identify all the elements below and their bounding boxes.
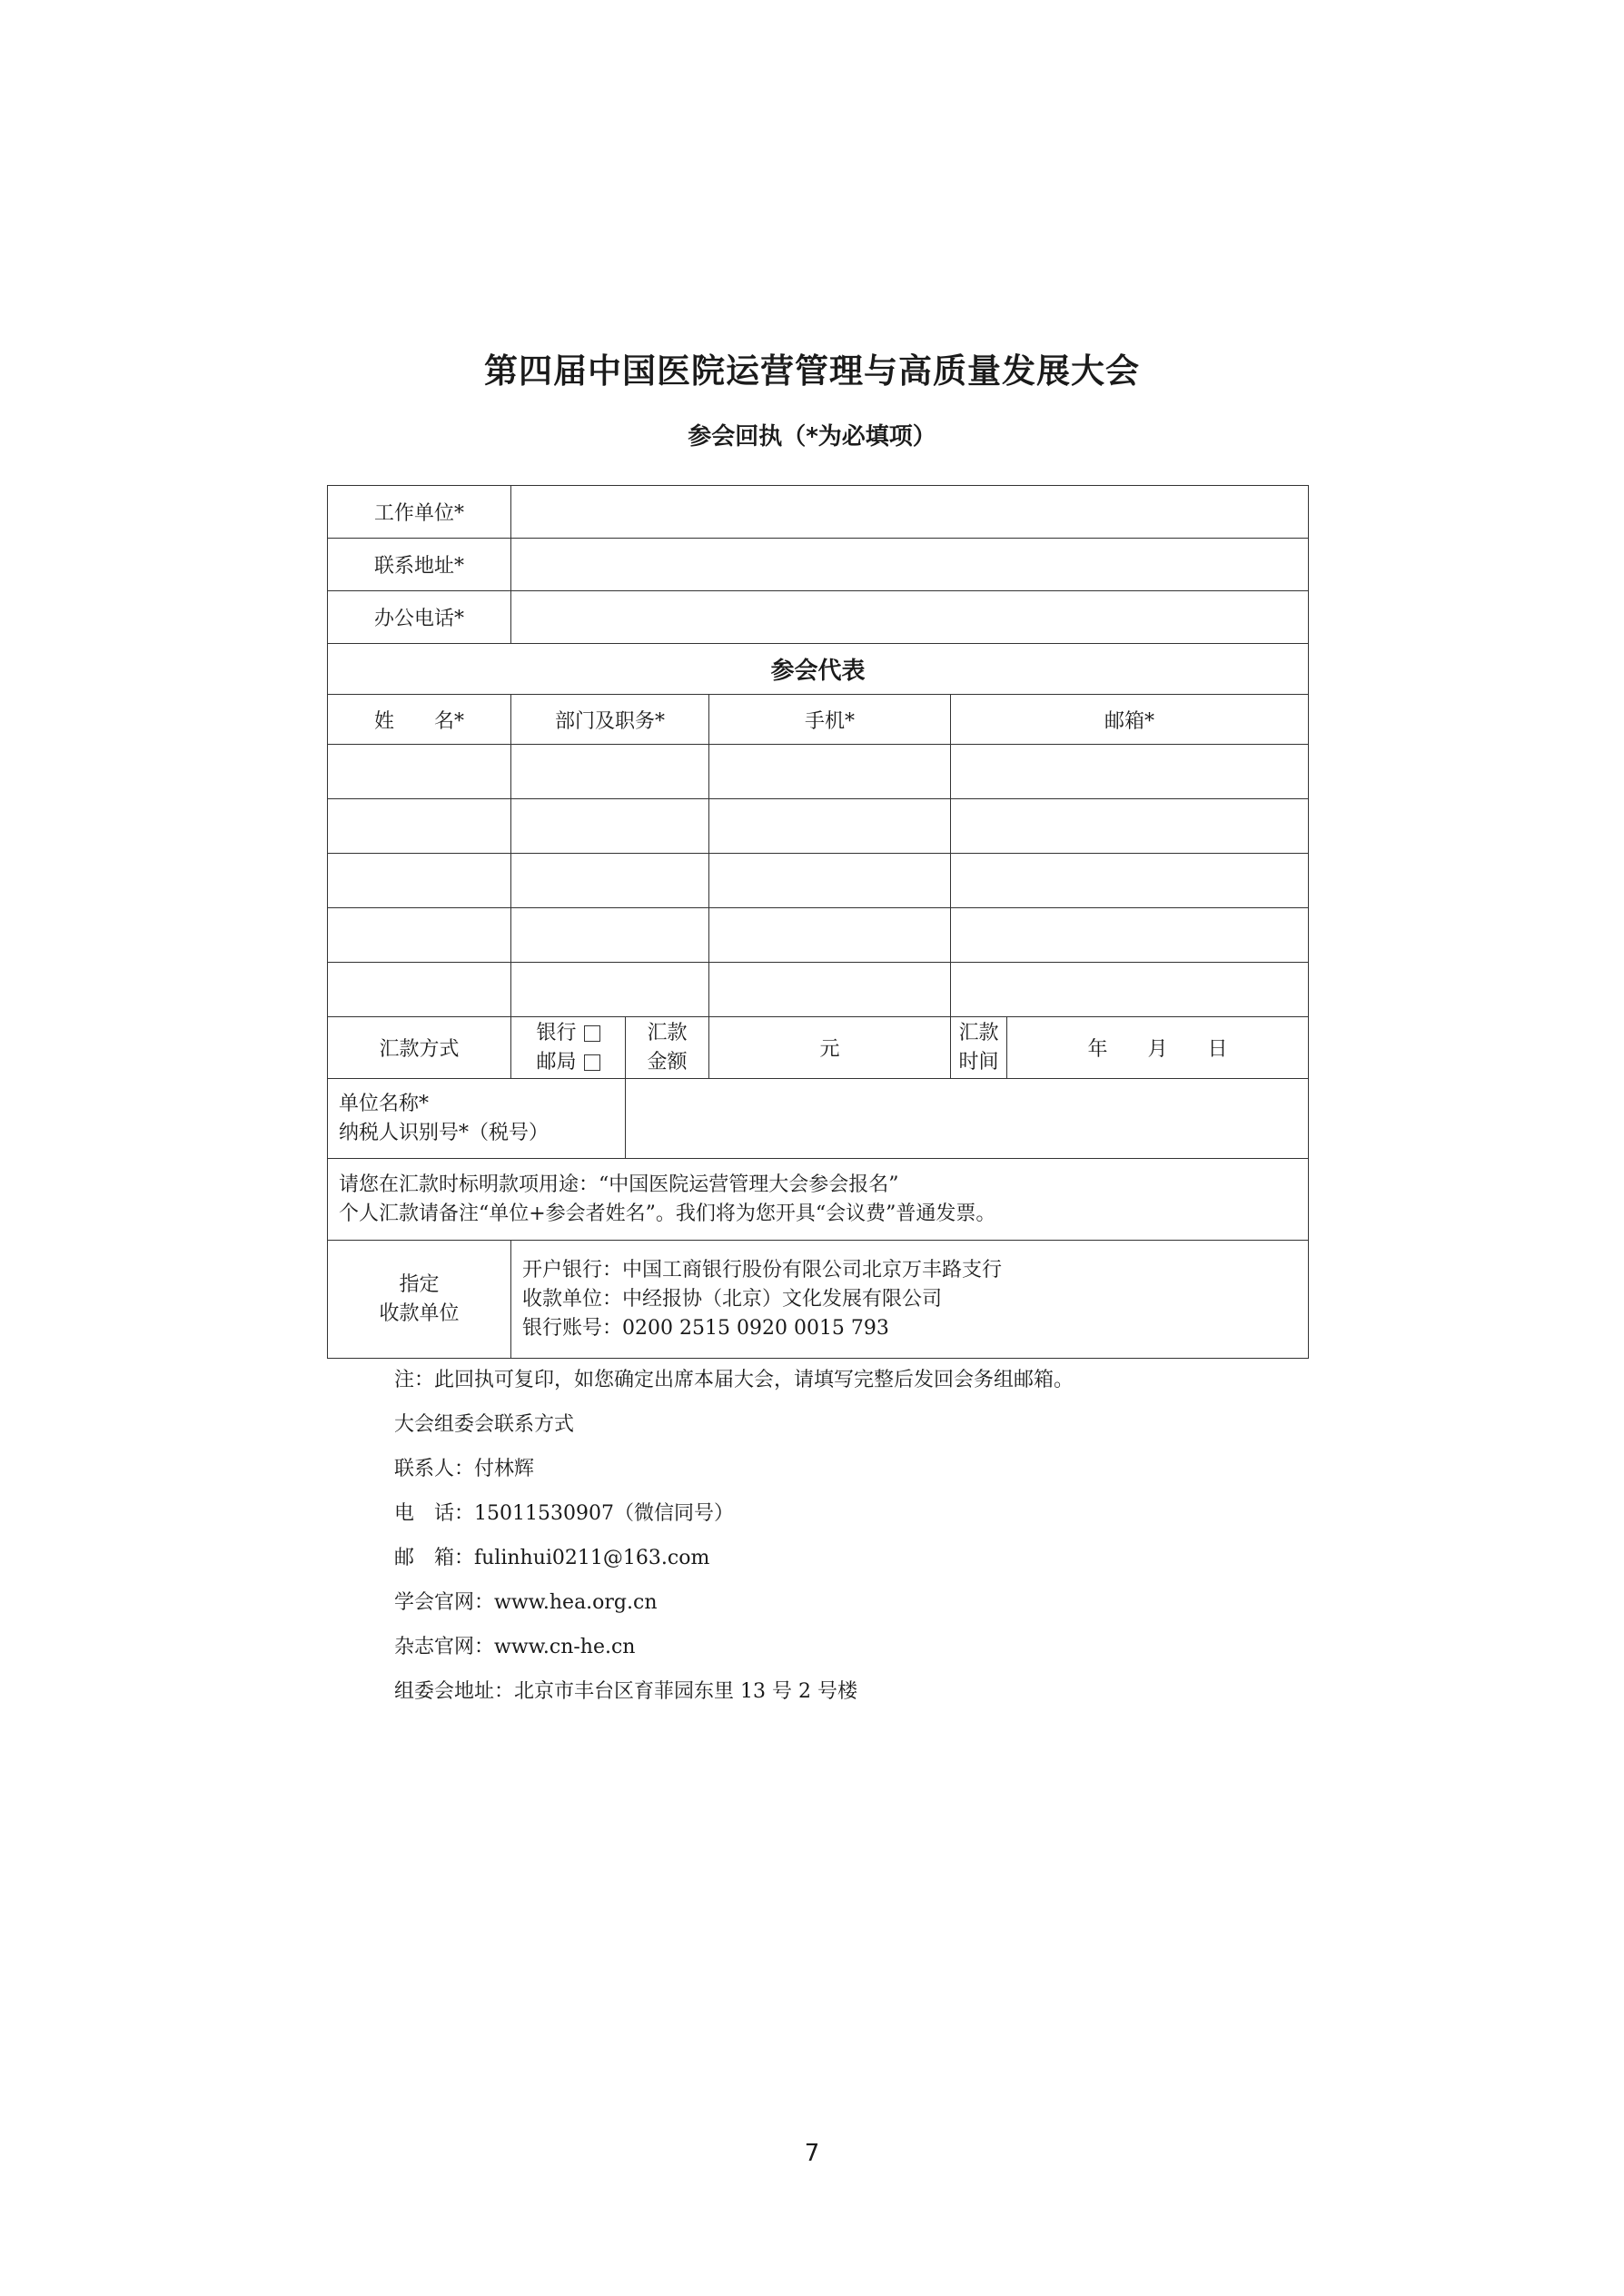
invoice-info-label bbox=[328, 1079, 626, 1159]
table-row bbox=[328, 908, 1309, 963]
name-cell[interactable] bbox=[328, 908, 511, 963]
work-unit-field[interactable] bbox=[511, 486, 1309, 539]
contact-address-field[interactable] bbox=[511, 539, 1309, 591]
registration-form-table bbox=[327, 485, 1309, 1359]
unit-name-label: 单位名称* bbox=[339, 1092, 430, 1115]
department-cell[interactable] bbox=[511, 963, 709, 1017]
representatives-header: 参会代表 bbox=[328, 644, 1309, 695]
department-cell[interactable] bbox=[511, 745, 709, 799]
name-cell[interactable] bbox=[328, 963, 511, 1017]
payee-label: 指定 收款单位 bbox=[328, 1241, 511, 1359]
department-cell[interactable] bbox=[511, 908, 709, 963]
account-line: 银行账号：0200 2515 0920 0015 793 bbox=[522, 1316, 889, 1340]
amount-label: 汇款 金额 bbox=[626, 1017, 709, 1079]
office-phone-label: 办公电话* bbox=[328, 591, 511, 644]
table-row bbox=[328, 745, 1309, 799]
remark-line-1: 请您在汇款时标明款项用途：“中国医院运营管理大会参会报名” bbox=[339, 1173, 899, 1196]
email-cell[interactable] bbox=[951, 799, 1309, 854]
page-title: 第四届中国医院运营管理与高质量发展大会 bbox=[484, 351, 1140, 391]
invoice-info-field[interactable] bbox=[626, 1079, 1309, 1159]
mobile-cell[interactable] bbox=[709, 908, 951, 963]
date-placeholder: 年 月 日 bbox=[1087, 1038, 1228, 1061]
work-unit-label: 工作单位* bbox=[328, 486, 511, 539]
amount-unit: 元 bbox=[819, 1038, 840, 1061]
committee-address: 组委会地址：北京市丰台区育菲园东里 13 号 2 号楼 bbox=[394, 1680, 857, 1703]
taxpayer-id-label: 纳税人识别号*（税号） bbox=[339, 1121, 550, 1144]
remark-line-2: 个人汇款请备注“单位+参会者姓名”。我们将为您开具“会议费”普通发票。 bbox=[339, 1202, 996, 1225]
column-header-mobile: 手机* bbox=[709, 695, 951, 745]
amount-field[interactable] bbox=[709, 1017, 951, 1079]
post-option-label: 邮局 bbox=[536, 1050, 577, 1074]
office-phone-field[interactable] bbox=[511, 591, 1309, 644]
contact-email: 邮 箱：fulinhui0211@163.com bbox=[394, 1547, 710, 1569]
page-number: 7 bbox=[804, 2140, 820, 2167]
mobile-cell[interactable] bbox=[709, 854, 951, 908]
mobile-cell[interactable] bbox=[709, 963, 951, 1017]
column-header-department: 部门及职务* bbox=[511, 695, 709, 745]
name-cell[interactable] bbox=[328, 799, 511, 854]
name-cell[interactable] bbox=[328, 854, 511, 908]
payment-date-field[interactable] bbox=[1007, 1017, 1309, 1079]
bank-option-label: 银行 bbox=[536, 1021, 577, 1044]
society-website: 学会官网：www.hea.org.cn bbox=[394, 1591, 658, 1614]
department-cell[interactable] bbox=[511, 799, 709, 854]
contact-address-label: 联系地址* bbox=[328, 539, 511, 591]
mobile-cell[interactable] bbox=[709, 799, 951, 854]
email-cell[interactable] bbox=[951, 745, 1309, 799]
email-cell[interactable] bbox=[951, 963, 1309, 1017]
contact-person: 联系人：付林辉 bbox=[394, 1458, 535, 1480]
contact-notes bbox=[394, 1367, 1074, 1723]
page-subtitle: 参会回执（*为必填项） bbox=[688, 423, 936, 450]
email-cell[interactable] bbox=[951, 908, 1309, 963]
name-cell[interactable] bbox=[328, 745, 511, 799]
payee-details bbox=[511, 1241, 1309, 1359]
bank-line: 开户银行：中国工商银行股份有限公司北京万丰路支行 bbox=[522, 1258, 1003, 1282]
post-checkbox[interactable] bbox=[584, 1054, 600, 1071]
email-cell[interactable] bbox=[951, 854, 1309, 908]
committee-contact-heading: 大会组委会联系方式 bbox=[394, 1413, 575, 1436]
column-header-email: 邮箱* bbox=[951, 695, 1309, 745]
department-cell[interactable] bbox=[511, 854, 709, 908]
payment-time-label: 汇款 时间 bbox=[951, 1017, 1007, 1079]
payment-method-label: 汇款方式 bbox=[328, 1017, 511, 1079]
column-header-name: 姓 名* bbox=[328, 695, 511, 745]
contact-phone: 电 话：15011530907（微信同号） bbox=[394, 1502, 734, 1525]
journal-website: 杂志官网：www.cn-he.cn bbox=[394, 1636, 636, 1658]
table-row bbox=[328, 854, 1309, 908]
note-text: 注：此回执可复印，如您确定出席本届大会，请填写完整后发回会务组邮箱。 bbox=[394, 1369, 1074, 1391]
payee-line: 收款单位：中经报协（北京）文化发展有限公司 bbox=[522, 1287, 943, 1311]
remittance-remark bbox=[328, 1159, 1309, 1241]
table-row bbox=[328, 799, 1309, 854]
payment-options bbox=[511, 1017, 626, 1079]
bank-checkbox[interactable] bbox=[584, 1025, 600, 1042]
mobile-cell[interactable] bbox=[709, 745, 951, 799]
table-row bbox=[328, 963, 1309, 1017]
